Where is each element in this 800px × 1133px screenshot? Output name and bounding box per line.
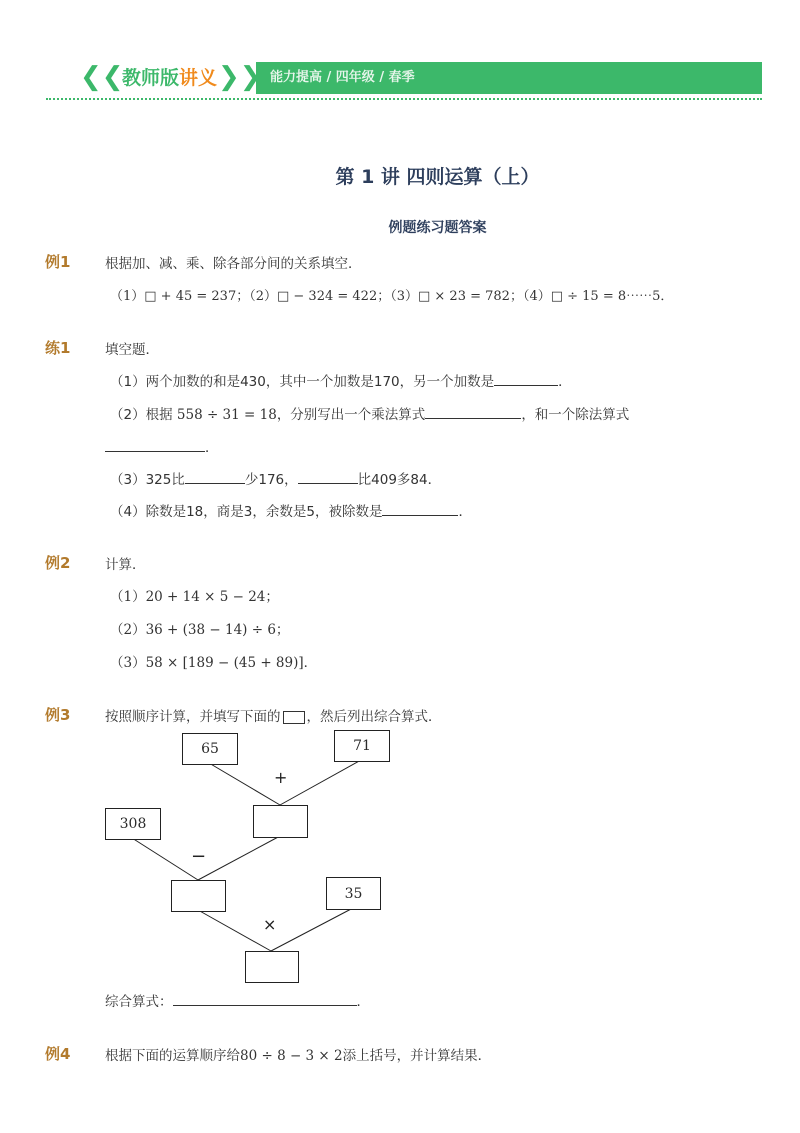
q2-expression: 558 ÷ 31 = 18 (176, 407, 277, 423)
q2-text-b: ，分别写出一个乘法算式 (276, 407, 426, 423)
example-4-prompt-b: 添上括号，并计算结果． (342, 1048, 492, 1064)
answer-blank[interactable] (173, 991, 357, 1006)
q4-text: （4）除数是18，商是3，余数是5，被除数是 (110, 504, 383, 520)
example-2-prompt: 计算． (105, 557, 146, 573)
value-box-71: 71 (334, 730, 390, 762)
example-4-prompt (105, 1044, 491, 1064)
value-box-65: 65 (182, 733, 238, 765)
q3-text-c: 比409多84． (357, 472, 442, 488)
example-3-label: 例3 (45, 706, 71, 724)
q2-end: ． (205, 440, 219, 456)
example-3-summary (105, 990, 370, 1010)
example-2-item-2: （2）36 + (38 − 14) ÷ 6； (110, 622, 290, 638)
q1-text: （1）两个加数的和是430，其中一个加数是170，另一个加数是 (110, 374, 495, 390)
summary-label: 综合算式： (105, 994, 173, 1010)
q4-end: ． (458, 504, 472, 520)
example-2-item-1: （1）20 + 14 × 5 − 24； (110, 589, 279, 605)
answer-box-difference[interactable] (171, 880, 226, 912)
q1-end: ． (558, 374, 572, 390)
example-2-item-3: （3）58 × [189 − (45 + 89)]． (110, 655, 318, 671)
example-4-label: 例4 (45, 1045, 71, 1063)
answer-box-product[interactable] (245, 951, 299, 983)
value-box-35: 35 (326, 877, 381, 910)
plus-operator: + (274, 768, 288, 787)
brand-text-a: 教师版 (122, 67, 180, 89)
example-1-line: （1）□ + 45 = 237；（2）□ − 324 = 422；（3）□ × 23 = 782；（4）□ ÷ 15 = 8⋯⋯5． (110, 289, 674, 304)
summary-end: ． (356, 994, 370, 1010)
page-title: 第 1 讲 四则运算（上） (335, 166, 540, 188)
example-3-prompt-b: ，然后列出综合算式． (306, 709, 442, 725)
chevron-right-icon: ❯❯ (218, 62, 262, 92)
practice-1-prompt: 填空题． (105, 342, 159, 358)
example-4-expression: 80 ÷ 8 − 3 × 2 (240, 1048, 343, 1064)
q3-text-a: （3）325比 (110, 472, 185, 488)
example-1-label: 例1 (45, 253, 71, 271)
minus-operator: − (191, 846, 207, 867)
practice-1-label: 练1 (45, 339, 71, 357)
q2-text-a: （2）根据 (110, 407, 173, 423)
times-operator: × (263, 915, 277, 934)
example-2-label: 例2 (45, 554, 71, 572)
q2-text-c: ，和一个除法算式 (521, 407, 630, 423)
q3-text-b: 少176， (244, 472, 298, 488)
chevron-left-icon: ❮❮ (80, 62, 124, 92)
page-subtitle: 例题练习题答案 (388, 220, 487, 236)
example-4-prompt-a: 根据下面的运算顺序给 (105, 1048, 240, 1064)
breadcrumb: 能力提高 / 四年级 / 春季 (270, 70, 415, 85)
example-1-prompt: 根据加、减、乘、除各部分间的关系填空． (105, 256, 362, 272)
answer-box-sum[interactable] (253, 805, 308, 838)
example-3-prompt-a: 按照顺序计算，并填写下面的 (105, 709, 281, 725)
value-box-308: 308 (105, 808, 161, 840)
brand-text-b: 讲义 (179, 67, 218, 89)
